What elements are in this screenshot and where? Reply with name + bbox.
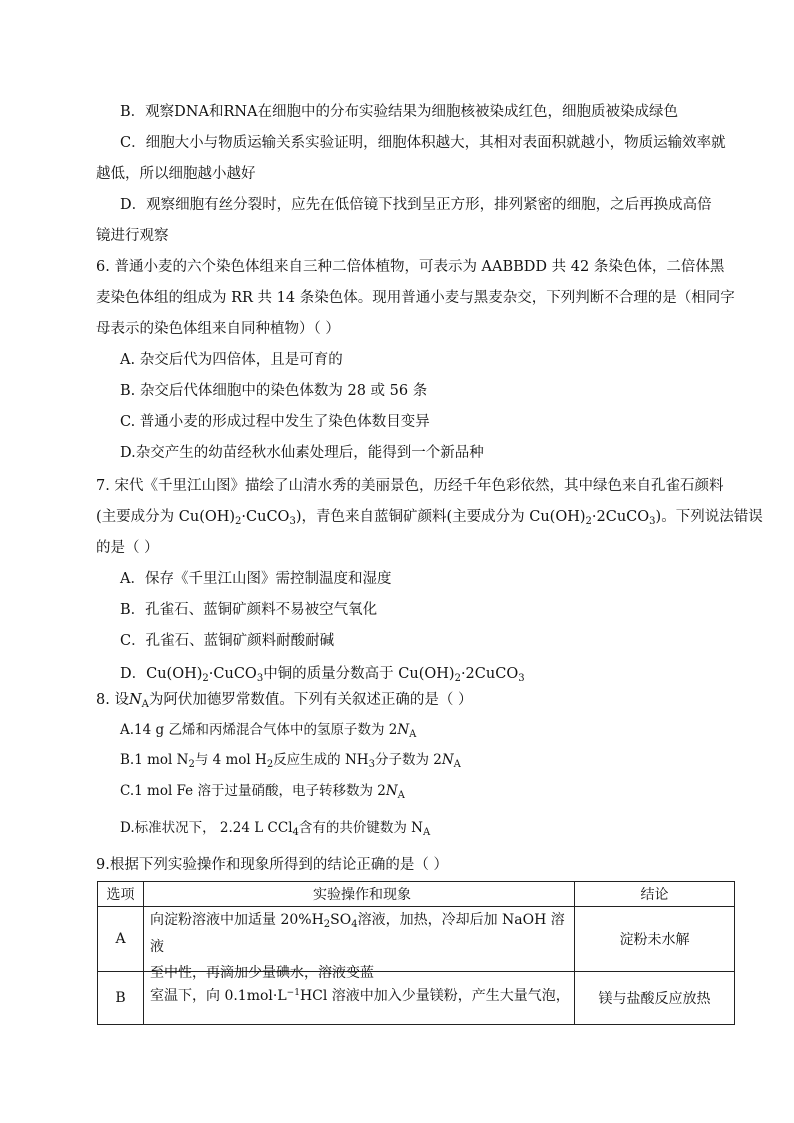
q8-text: B.1 mol N (120, 752, 189, 768)
subscript: 3 (649, 516, 656, 527)
q8-text: 与 4 mol H (194, 752, 267, 768)
row-conclusion: 淀粉未水解 (575, 907, 735, 972)
avogadro-symbol: N (128, 692, 142, 708)
cell-text: 室温下，向 0.1mol·L (150, 987, 287, 1004)
header-option: 选项 (98, 882, 144, 907)
subscript: A (141, 699, 149, 710)
operation-line1 (150, 978, 574, 1007)
cell-text: SO (330, 912, 352, 928)
q8-option-b (120, 750, 461, 775)
subscript: 3 (289, 516, 296, 527)
subscript: 2 (454, 673, 461, 684)
subscript: 4 (351, 919, 358, 930)
q8-option-a (120, 720, 416, 745)
q5-option-d-line2: 镜进行观察 (96, 228, 169, 244)
subscript: A (453, 759, 461, 770)
q8-text: 反应生成的 NH (273, 752, 369, 768)
q7-text: ·CuCO (241, 509, 290, 525)
subscript: 3 (256, 673, 264, 684)
q7-option-a: A．保存《千里江山图》需控制温度和湿度 (120, 571, 392, 587)
header-operation: 实验操作和现象 (144, 882, 575, 907)
q7-stem-line3: 的是（ ） (96, 540, 159, 556)
q8-text: 含有的共价键数为 N (298, 820, 423, 836)
q6-option-a: A. 杂交后代为四倍体，且是可育的 (120, 352, 343, 368)
subscript: A (423, 827, 431, 838)
q5-option-c-line2: 越低，所以细胞越小越好 (96, 166, 256, 182)
q8-text: 为阿伏加德罗常数值。下列有关叙述正确的是（ ） (148, 692, 473, 708)
q7-text: )，青色来自蓝铜矿颜料(主要成分为 Cu(OH) (295, 509, 586, 525)
table-header-row (98, 882, 735, 907)
q8-text: 8. 设 (96, 692, 129, 708)
q9-table (97, 881, 735, 1025)
operation-line2-cut (150, 962, 574, 981)
q7-text: (主要成分为 Cu(OH) (96, 509, 236, 525)
q7-text: ·CuCO (208, 666, 257, 682)
q8-text: 分子数为 2 (374, 752, 442, 768)
subscript: 2 (323, 919, 331, 930)
q8-text: C.1 mol Fe 溶于过量硝酸，电子转移数为 2 (120, 783, 386, 799)
q7-option-d (120, 664, 525, 689)
superscript: −1 (286, 987, 300, 998)
subscript: 4 (292, 827, 299, 838)
operation-line1 (150, 907, 574, 958)
q7-text: )。下列说法错误 (655, 509, 763, 525)
q7-option-b: B．孔雀石、蓝铜矿颜料不易被空气氧化 (120, 602, 378, 618)
table-row (98, 907, 735, 972)
q7-text: ·2CuCO (591, 509, 650, 525)
row-option: A (98, 907, 144, 972)
subscript: A (397, 790, 405, 801)
subscript: 3 (368, 759, 375, 770)
q8-text: A.14 g 乙烯和丙烯混合气体中的氢原子数为 2 (120, 722, 398, 738)
subscript: 2 (202, 673, 209, 684)
q9-stem: 9.根据下列实验操作和现象所得到的结论正确的是（ ） (96, 857, 448, 873)
q8-option-c (120, 781, 405, 806)
cell-text: 至中性，再滴加少量碘水，溶液变蓝 (150, 965, 374, 981)
q7-text: ·2CuCO (460, 666, 519, 682)
q7-text: D．Cu(OH) (120, 666, 203, 682)
cell-text: 向淀粉溶液中加适量 20%H (150, 912, 324, 928)
q6-stem-line2: 麦染色体组的组成为 RR 共 14 条染色体。现用普通小麦与黑麦杂交，下列判断不合理的是（相同字 (96, 290, 735, 306)
q8-stem (96, 690, 472, 715)
subscript: 2 (188, 759, 195, 770)
avogadro-symbol: N (397, 722, 410, 738)
q7-stem-line1: 7. 宋代《千里江山图》描绘了山清水秀的美丽景色，历经千年色彩依然，其中绿色来自孔雀石颜料 (96, 478, 724, 494)
subscript: 3 (518, 673, 525, 684)
q8-text: D.标准状况下， 2.24 L CCl (120, 820, 293, 836)
subscript: 2 (266, 759, 274, 770)
q6-option-b: B. 杂交后代体细胞中的染色体数为 28 或 56 条 (120, 383, 428, 399)
row-option: B (98, 972, 144, 1025)
q7-stem-line2 (96, 507, 763, 532)
q5-option-c-line1: C．细胞大小与物质运输关系实验证明，细胞体积越大，其相对表面积就越小，物质运输效率就 (120, 135, 726, 151)
header-conclusion: 结论 (575, 882, 735, 907)
q6-option-d: D.杂交产生的幼苗经秋水仙素处理后，能得到一个新品种 (120, 445, 484, 461)
subscript: 2 (585, 516, 592, 527)
avogadro-symbol: N (441, 752, 454, 768)
q8-option-d (120, 818, 430, 843)
avogadro-symbol: N (385, 783, 398, 799)
operation-spacer (150, 1007, 574, 1019)
subscript: 2 (235, 516, 242, 527)
q5-option-d-line1: D．观察细胞有丝分裂时，应先在低倍镜下找到呈正方形，排列紧密的细胞，之后再换成高倍 (120, 197, 712, 213)
cell-text: HCl 溶液中加入少量镁粉，产生大量气泡， (299, 987, 570, 1004)
row-conclusion: 镁与盐酸反应放热 (575, 972, 735, 1025)
q5-option-b: B．观察DNA和RNA在细胞中的分布实验结果为细胞核被染成红色，细胞质被染成绿色 (120, 104, 679, 120)
q6-stem-line1: 6. 普通小麦的六个染色体组来自三种二倍体植物，可表示为 AABBDD 共 42 条染色体，二倍体黑 (96, 259, 725, 275)
q6-option-c: C. 普通小麦的形成过程中发生了染色体数目变异 (120, 414, 430, 430)
subscript: A (409, 729, 417, 740)
q6-stem-line3: 母表示的染色体组来自同种植物）（ ） (96, 321, 340, 337)
cell-text: 溶液，加热，冷却后加 NaOH 溶液 (150, 912, 565, 955)
row-operation (144, 907, 575, 981)
q7-text: 中铜的质量分数高于 Cu(OH) (263, 666, 455, 682)
q7-option-c: C．孔雀石、蓝铜矿颜料耐酸耐碱 (120, 633, 335, 649)
